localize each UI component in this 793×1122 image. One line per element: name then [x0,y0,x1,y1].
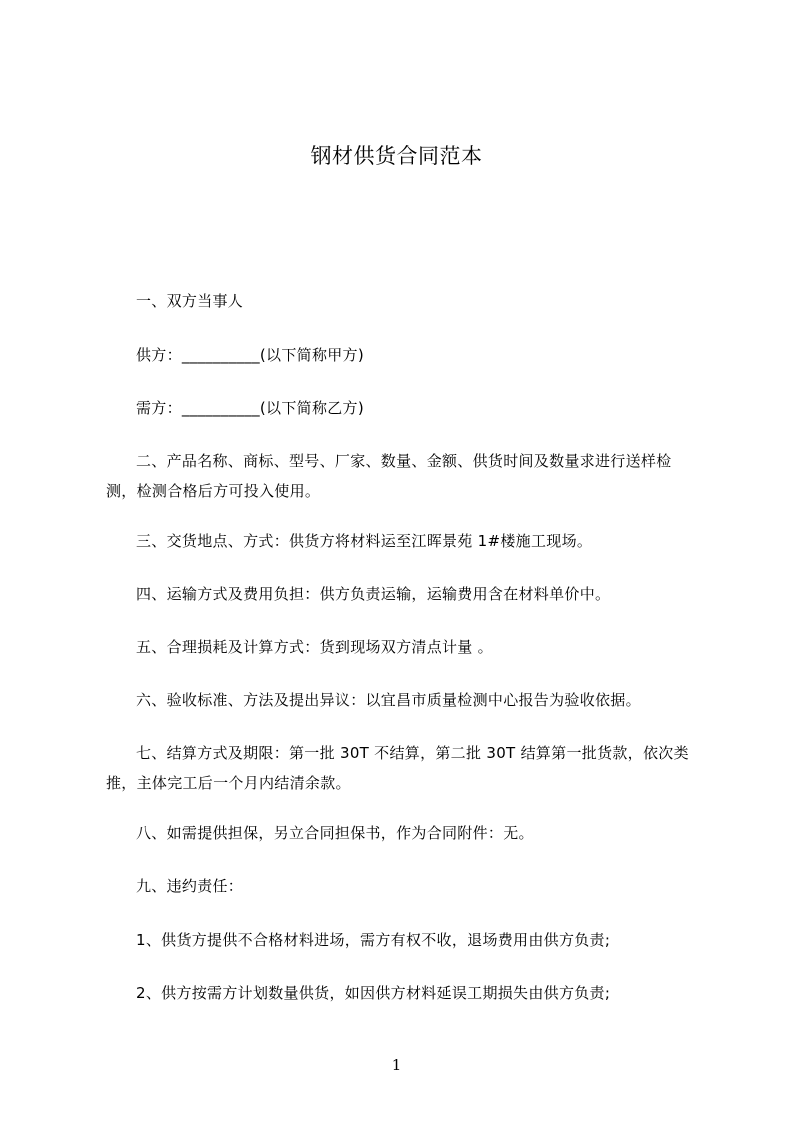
liability-item-1: 1、供货方提供不合格材料进场，需方有权不收，退场费用由供方负责; [136,931,611,949]
section-product-info: 二、产品名称、商标、型号、厂家、数量、金额、供货时间及数量求进行送样检测，检测合格后方可投入使用。 [106,452,672,500]
section-parties-heading: 一、双方当事人 [136,292,244,310]
section-guarantee: 八、如需提供担保，另立合同担保书，作为合同附件：无。 [136,824,534,842]
page-number: 1 [391,1056,402,1074]
liability-item-2: 2、供方按需方计划数量供货，如因供方材料延误工期损失由供方负责; [136,984,611,1002]
section-delivery: 三、交货地点、方式：供货方将材料运至江晖景苑 1#楼施工现场。 [136,532,593,550]
section-loss-calculation: 五、合理损耗及计算方式：货到现场双方清点计量 。 [136,638,493,656]
supplier-line: 供方：__________(以下简称甲方) [136,346,365,364]
section-liability-heading: 九、违约责任： [136,877,244,895]
section-settlement: 七、结算方式及期限：第一批 30T 不结算，第二批 30T 结算第一批货款，依次类推，主体完工后一个月内结清余款。 [106,744,689,792]
document-title: 钢材供货合同范本 [310,144,483,168]
section-acceptance: 六、验收标准、方法及提出异议：以宜昌市质量检测中心报告为验收依据。 [136,691,641,709]
buyer-line: 需方：__________(以下简称乙方) [136,399,365,417]
section-transport: 四、运输方式及费用负担：供方负责运输，运输费用含在材料单价中。 [136,585,611,603]
